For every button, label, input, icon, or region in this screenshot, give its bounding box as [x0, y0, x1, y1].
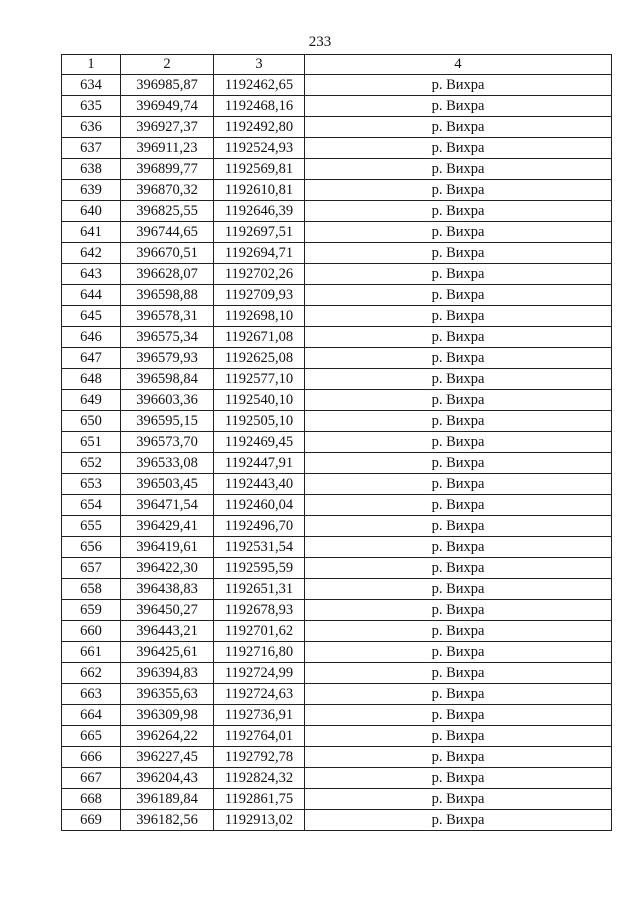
description-cell: р. Вихра	[305, 159, 612, 180]
y-coordinate-cell: 1192702,26	[214, 264, 305, 285]
x-coordinate-cell: 396870,32	[121, 180, 214, 201]
y-coordinate-cell: 1192646,39	[214, 201, 305, 222]
point-number-cell: 668	[62, 789, 121, 810]
y-coordinate-cell: 1192595,59	[214, 558, 305, 579]
table-row	[62, 243, 612, 264]
description-cell: р. Вихра	[305, 264, 612, 285]
table-row	[62, 138, 612, 159]
description-cell: р. Вихра	[305, 453, 612, 474]
column-header-4: 4	[305, 55, 612, 75]
description-cell: р. Вихра	[305, 768, 612, 789]
x-coordinate-cell: 396949,74	[121, 96, 214, 117]
description-cell: р. Вихра	[305, 222, 612, 243]
description-cell: р. Вихра	[305, 789, 612, 810]
y-coordinate-cell: 1192610,81	[214, 180, 305, 201]
x-coordinate-cell: 396309,98	[121, 705, 214, 726]
description-cell: р. Вихра	[305, 663, 612, 684]
point-number-cell: 645	[62, 306, 121, 327]
point-number-cell: 661	[62, 642, 121, 663]
description-cell: р. Вихра	[305, 390, 612, 411]
table-row	[62, 579, 612, 600]
y-coordinate-cell: 1192671,08	[214, 327, 305, 348]
point-number-cell: 644	[62, 285, 121, 306]
x-coordinate-cell: 396355,63	[121, 684, 214, 705]
x-coordinate-cell: 396598,84	[121, 369, 214, 390]
point-number-cell: 657	[62, 558, 121, 579]
x-coordinate-cell: 396575,34	[121, 327, 214, 348]
x-coordinate-cell: 396394,83	[121, 663, 214, 684]
description-cell: р. Вихра	[305, 705, 612, 726]
table-row	[62, 705, 612, 726]
y-coordinate-cell: 1192913,02	[214, 810, 305, 831]
table-row	[62, 117, 612, 138]
x-coordinate-cell: 396927,37	[121, 117, 214, 138]
table-row	[62, 684, 612, 705]
description-cell: р. Вихра	[305, 327, 612, 348]
page-number: 233	[308, 34, 332, 50]
point-number-cell: 656	[62, 537, 121, 558]
x-coordinate-cell: 396450,27	[121, 600, 214, 621]
table-row	[62, 411, 612, 432]
table-row	[62, 810, 612, 831]
x-coordinate-cell: 396598,88	[121, 285, 214, 306]
x-coordinate-cell: 396471,54	[121, 495, 214, 516]
x-coordinate-cell: 396595,15	[121, 411, 214, 432]
point-number-cell: 640	[62, 201, 121, 222]
y-coordinate-cell: 1192724,63	[214, 684, 305, 705]
x-coordinate-cell: 396438,83	[121, 579, 214, 600]
description-cell: р. Вихра	[305, 558, 612, 579]
y-coordinate-cell: 1192577,10	[214, 369, 305, 390]
x-coordinate-cell: 396425,61	[121, 642, 214, 663]
point-number-cell: 658	[62, 579, 121, 600]
point-number-cell: 637	[62, 138, 121, 159]
table-row	[62, 600, 612, 621]
point-number-cell: 648	[62, 369, 121, 390]
table-row	[62, 558, 612, 579]
y-coordinate-cell: 1192724,99	[214, 663, 305, 684]
description-cell: р. Вихра	[305, 516, 612, 537]
table-row	[62, 747, 612, 768]
x-coordinate-cell: 396189,84	[121, 789, 214, 810]
description-cell: р. Вихра	[305, 138, 612, 159]
description-cell: р. Вихра	[305, 600, 612, 621]
y-coordinate-cell: 1192505,10	[214, 411, 305, 432]
description-cell: р. Вихра	[305, 411, 612, 432]
y-coordinate-cell: 1192625,08	[214, 348, 305, 369]
y-coordinate-cell: 1192469,45	[214, 432, 305, 453]
description-cell: р. Вихра	[305, 306, 612, 327]
description-cell: р. Вихра	[305, 537, 612, 558]
y-coordinate-cell: 1192824,32	[214, 768, 305, 789]
table-row	[62, 768, 612, 789]
y-coordinate-cell: 1192678,93	[214, 600, 305, 621]
y-coordinate-cell: 1192492,80	[214, 117, 305, 138]
table-row	[62, 201, 612, 222]
point-number-cell: 652	[62, 453, 121, 474]
table-row	[62, 306, 612, 327]
description-cell: р. Вихра	[305, 180, 612, 201]
x-coordinate-cell: 396825,55	[121, 201, 214, 222]
description-cell: р. Вихра	[305, 495, 612, 516]
table-row	[62, 285, 612, 306]
x-coordinate-cell: 396419,61	[121, 537, 214, 558]
x-coordinate-cell: 396443,21	[121, 621, 214, 642]
column-header-1: 1	[62, 55, 121, 75]
point-number-cell: 642	[62, 243, 121, 264]
x-coordinate-cell: 396227,45	[121, 747, 214, 768]
point-number-cell: 641	[62, 222, 121, 243]
coordinates-table	[61, 54, 612, 831]
table-row	[62, 726, 612, 747]
point-number-cell: 665	[62, 726, 121, 747]
table-row	[62, 159, 612, 180]
y-coordinate-cell: 1192540,10	[214, 390, 305, 411]
point-number-cell: 636	[62, 117, 121, 138]
x-coordinate-cell: 396899,77	[121, 159, 214, 180]
x-coordinate-cell: 396503,45	[121, 474, 214, 495]
table-row	[62, 537, 612, 558]
table-row	[62, 264, 612, 285]
description-cell: р. Вихра	[305, 810, 612, 831]
table-row	[62, 432, 612, 453]
y-coordinate-cell: 1192764,01	[214, 726, 305, 747]
y-coordinate-cell: 1192709,93	[214, 285, 305, 306]
point-number-cell: 659	[62, 600, 121, 621]
point-number-cell: 643	[62, 264, 121, 285]
table-row	[62, 390, 612, 411]
x-coordinate-cell: 396603,36	[121, 390, 214, 411]
x-coordinate-cell: 396264,22	[121, 726, 214, 747]
x-coordinate-cell: 396573,70	[121, 432, 214, 453]
table-row	[62, 222, 612, 243]
table-row	[62, 180, 612, 201]
point-number-cell: 646	[62, 327, 121, 348]
table-body	[62, 75, 612, 831]
y-coordinate-cell: 1192651,31	[214, 579, 305, 600]
x-coordinate-cell: 396422,30	[121, 558, 214, 579]
y-coordinate-cell: 1192701,62	[214, 621, 305, 642]
description-cell: р. Вихра	[305, 726, 612, 747]
point-number-cell: 651	[62, 432, 121, 453]
point-number-cell: 664	[62, 705, 121, 726]
y-coordinate-cell: 1192861,75	[214, 789, 305, 810]
table-row	[62, 453, 612, 474]
x-coordinate-cell: 396578,31	[121, 306, 214, 327]
point-number-cell: 647	[62, 348, 121, 369]
y-coordinate-cell: 1192447,91	[214, 453, 305, 474]
description-cell: р. Вихра	[305, 75, 612, 96]
description-cell: р. Вихра	[305, 201, 612, 222]
point-number-cell: 650	[62, 411, 121, 432]
y-coordinate-cell: 1192531,54	[214, 537, 305, 558]
table-row	[62, 663, 612, 684]
description-cell: р. Вихра	[305, 684, 612, 705]
description-cell: р. Вихра	[305, 243, 612, 264]
table-row	[62, 96, 612, 117]
x-coordinate-cell: 396429,41	[121, 516, 214, 537]
point-number-cell: 638	[62, 159, 121, 180]
x-coordinate-cell: 396182,56	[121, 810, 214, 831]
description-cell: р. Вихра	[305, 474, 612, 495]
description-cell: р. Вихра	[305, 117, 612, 138]
x-coordinate-cell: 396628,07	[121, 264, 214, 285]
description-cell: р. Вихра	[305, 621, 612, 642]
x-coordinate-cell: 396204,43	[121, 768, 214, 789]
point-number-cell: 649	[62, 390, 121, 411]
description-cell: р. Вихра	[305, 369, 612, 390]
point-number-cell: 653	[62, 474, 121, 495]
table-row	[62, 348, 612, 369]
table-row	[62, 327, 612, 348]
x-coordinate-cell: 396911,23	[121, 138, 214, 159]
description-cell: р. Вихра	[305, 642, 612, 663]
table-row	[62, 75, 612, 96]
table-row	[62, 642, 612, 663]
y-coordinate-cell: 1192694,71	[214, 243, 305, 264]
point-number-cell: 655	[62, 516, 121, 537]
point-number-cell: 639	[62, 180, 121, 201]
point-number-cell: 635	[62, 96, 121, 117]
point-number-cell: 660	[62, 621, 121, 642]
y-coordinate-cell: 1192569,81	[214, 159, 305, 180]
table-row	[62, 516, 612, 537]
description-cell: р. Вихра	[305, 348, 612, 369]
y-coordinate-cell: 1192460,04	[214, 495, 305, 516]
y-coordinate-cell: 1192496,70	[214, 516, 305, 537]
y-coordinate-cell: 1192736,91	[214, 705, 305, 726]
table-row	[62, 495, 612, 516]
x-coordinate-cell: 396579,93	[121, 348, 214, 369]
y-coordinate-cell: 1192792,78	[214, 747, 305, 768]
x-coordinate-cell: 396533,08	[121, 453, 214, 474]
y-coordinate-cell: 1192443,40	[214, 474, 305, 495]
y-coordinate-cell: 1192716,80	[214, 642, 305, 663]
table-row	[62, 369, 612, 390]
point-number-cell: 663	[62, 684, 121, 705]
y-coordinate-cell: 1192462,65	[214, 75, 305, 96]
point-number-cell: 634	[62, 75, 121, 96]
x-coordinate-cell: 396985,87	[121, 75, 214, 96]
table-row	[62, 474, 612, 495]
description-cell: р. Вихра	[305, 96, 612, 117]
table-row	[62, 789, 612, 810]
column-header-2: 2	[121, 55, 214, 75]
point-number-cell: 662	[62, 663, 121, 684]
description-cell: р. Вихра	[305, 579, 612, 600]
table-header-row	[62, 55, 612, 75]
x-coordinate-cell: 396670,51	[121, 243, 214, 264]
y-coordinate-cell: 1192698,10	[214, 306, 305, 327]
table-row	[62, 621, 612, 642]
column-header-3: 3	[214, 55, 305, 75]
y-coordinate-cell: 1192468,16	[214, 96, 305, 117]
description-cell: р. Вихра	[305, 432, 612, 453]
description-cell: р. Вихра	[305, 285, 612, 306]
y-coordinate-cell: 1192697,51	[214, 222, 305, 243]
description-cell: р. Вихра	[305, 747, 612, 768]
point-number-cell: 654	[62, 495, 121, 516]
point-number-cell: 667	[62, 768, 121, 789]
x-coordinate-cell: 396744,65	[121, 222, 214, 243]
point-number-cell: 666	[62, 747, 121, 768]
point-number-cell: 669	[62, 810, 121, 831]
y-coordinate-cell: 1192524,93	[214, 138, 305, 159]
